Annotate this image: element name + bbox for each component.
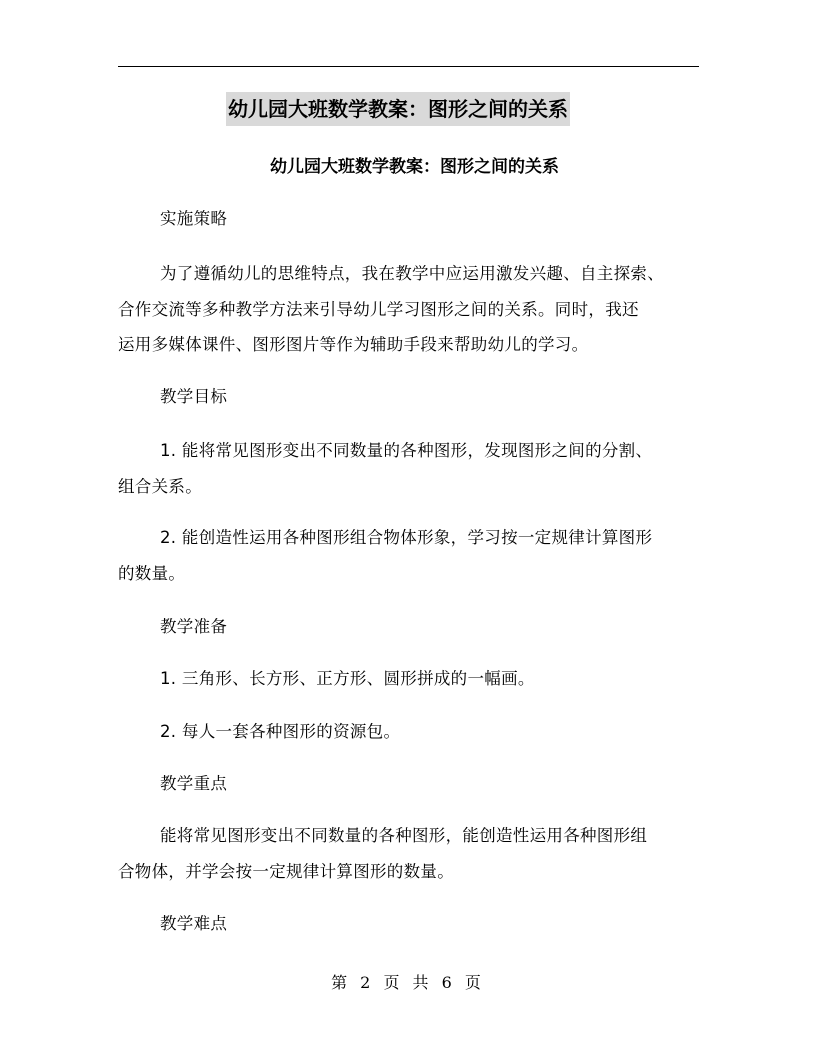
page-number-footer: 第 2 页 共 6 页 — [331, 973, 485, 992]
list-item: 1. 能将常见图形变出不同数量的各种图形，发现图形之间的分割、 — [160, 441, 653, 460]
list-item: 2. 每人一套各种图形的资源包。 — [160, 722, 401, 741]
paragraph-line: 能将常见图形变出不同数量的各种图形，能创造性运用各种图形组 — [160, 826, 648, 845]
list-item-continuation: 的数量。 — [118, 564, 186, 583]
header-rule — [118, 66, 699, 67]
paragraph-line: 合作交流等多种教学方法来引导幼儿学习图形之间的关系。同时，我还 — [118, 300, 639, 319]
list-item: 2. 能创造性运用各种图形组合物体形象，学习按一定规律计算图形 — [160, 528, 653, 547]
header-title: 幼儿园大班数学教案：图形之间的关系 — [226, 92, 570, 126]
section-heading-goals: 教学目标 — [160, 387, 228, 406]
paragraph-line: 运用多媒体课件、图形图片等作为辅助手段来帮助幼儿的学习。 — [118, 335, 589, 354]
section-heading-difficulty: 教学难点 — [160, 914, 228, 933]
section-heading-strategy: 实施策略 — [160, 209, 228, 228]
document-title: 幼儿园大班数学教案：图形之间的关系 — [270, 157, 559, 177]
section-heading-focus: 教学重点 — [160, 774, 228, 793]
section-heading-preparation: 教学准备 — [160, 617, 228, 636]
list-item-continuation: 组合关系。 — [118, 477, 202, 496]
paragraph-line: 为了遵循幼儿的思维特点，我在教学中应运用激发兴趣、自主探索、 — [160, 264, 664, 283]
paragraph-line: 合物体，并学会按一定规律计算图形的数量。 — [118, 862, 454, 881]
list-item: 1. 三角形、长方形、正方形、圆形拼成的一幅画。 — [160, 669, 535, 688]
